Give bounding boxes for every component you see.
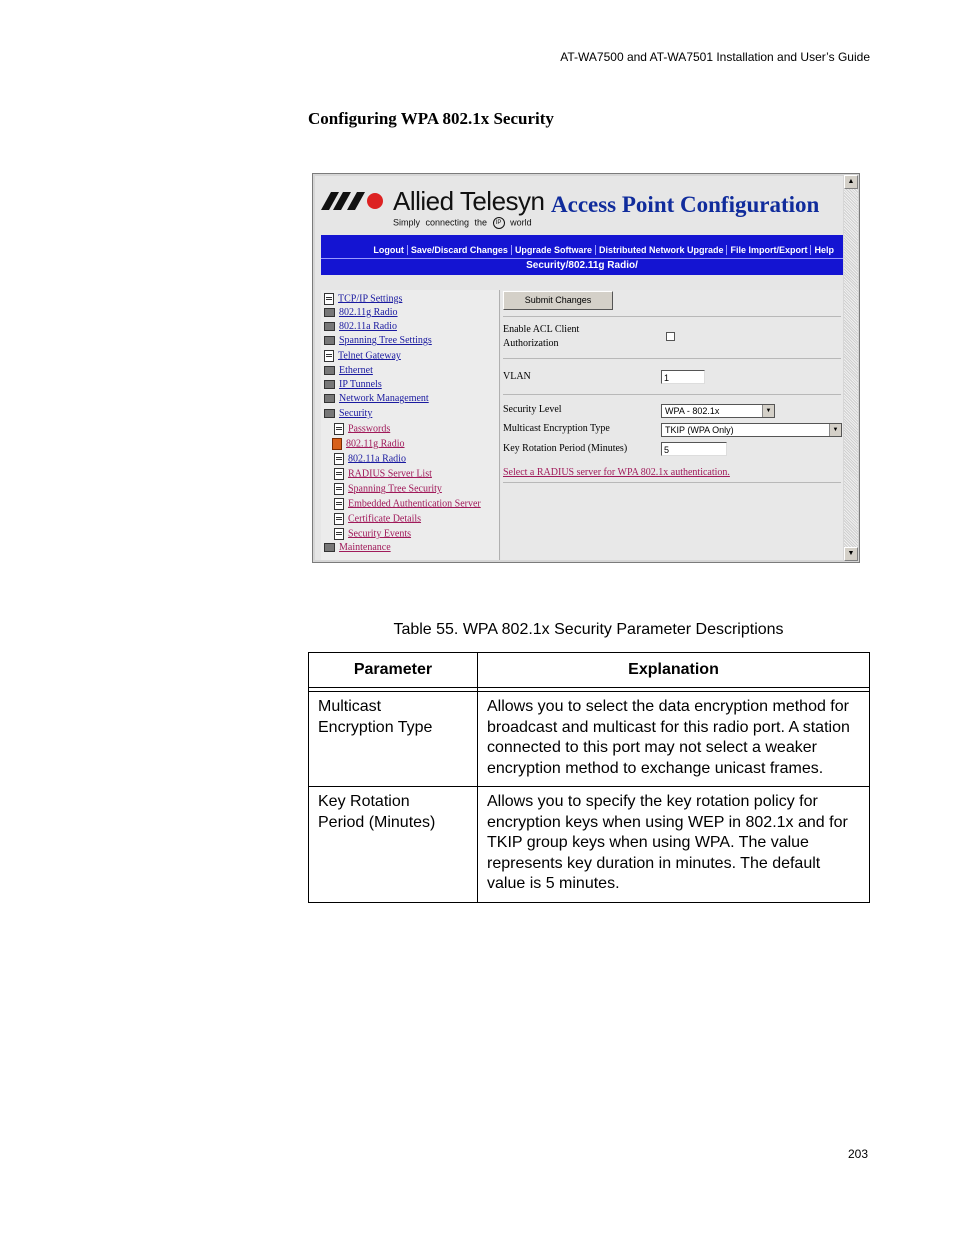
tree-item-80211g-radio[interactable]: [324, 307, 398, 321]
parameter-name: Multicast: [318, 698, 382, 715]
tree-item-network-management[interactable]: [324, 393, 429, 407]
allied-telesyn-logo-icon: [321, 190, 387, 212]
tree-item-tcpip-settings[interactable]: [324, 293, 402, 307]
tree-label: IP Tunnels: [339, 379, 382, 390]
document-icon: [334, 453, 344, 465]
table-caption: Table 55. WPA 802.1x Security Parameter Descriptions: [393, 621, 784, 638]
selected-document-icon: [332, 438, 342, 450]
document-icon: [334, 468, 344, 480]
acl-label: Enable ACL Client: [503, 324, 580, 335]
tree-item-security[interactable]: [324, 408, 372, 422]
tree-label: Security Events: [348, 528, 412, 540]
nav-divider: [321, 258, 843, 259]
tree-label: Telnet Gateway: [338, 350, 401, 362]
tree-item-radius-server-list[interactable]: [334, 468, 432, 482]
nav-links: [321, 245, 843, 255]
nav-logout[interactable]: Logout: [373, 245, 404, 255]
tree-label: 802.11g Radio: [339, 307, 398, 318]
tagline-left: Simply connecting the: [393, 217, 488, 228]
nav-distributed-upgrade[interactable]: Distributed Network Upgrade: [595, 245, 727, 255]
header-parameter: Parameter: [309, 653, 478, 688]
multicast-encryption-select[interactable]: [661, 423, 842, 437]
parameter-name: Encryption Type: [318, 718, 433, 736]
vlan-label: VLAN: [503, 371, 531, 382]
tree-item-ip-tunnels[interactable]: [324, 379, 382, 393]
open-folder-icon: [324, 409, 335, 418]
nav-help[interactable]: Help: [810, 245, 837, 255]
tree-item-security-80211a-radio[interactable]: [334, 453, 406, 467]
multicast-value: TKIP (WPA Only): [665, 425, 734, 435]
parameter-table: [308, 652, 870, 903]
tree-label: Network Management: [339, 393, 429, 404]
tree-label: 802.11g Radio: [346, 438, 405, 450]
tree-label: Maintenance: [339, 542, 391, 553]
running-head: AT-WA7500 and AT-WA7501 Installation and User’s Guide: [560, 50, 870, 64]
table-header-row: [309, 653, 870, 688]
tree-label: 802.11a Radio: [339, 321, 397, 332]
nav-upgrade-software[interactable]: Upgrade Software: [511, 245, 595, 255]
table-row: [309, 692, 870, 787]
document-icon: [334, 423, 344, 435]
top-nav-bar: [321, 235, 843, 275]
explanation-cell: Allows you to specify the key rotation policy for encryption keys when using WEP in 802.1x and for TKIP group keys when using WPA. The value represents key duration in minutes. The default value is 5 minutes.: [478, 787, 870, 903]
header-explanation: Explanation: [478, 653, 870, 688]
tree-item-spanning-tree-security[interactable]: [334, 483, 442, 497]
security-level-label: Security Level: [503, 404, 562, 415]
divider: [503, 316, 841, 317]
folder-icon: [324, 336, 335, 345]
tree-label: RADIUS Server List: [348, 468, 432, 480]
tree-label: Certificate Details: [348, 513, 422, 525]
app-title: Access Point Configuration: [551, 192, 820, 217]
tree-item-passwords[interactable]: [334, 423, 390, 437]
folder-icon: [324, 394, 335, 403]
tree-item-security-events[interactable]: [334, 528, 411, 542]
allied-telesyn-logo: [321, 184, 551, 232]
folder-icon: [324, 308, 335, 317]
parameter-name: Period (Minutes): [318, 813, 436, 831]
document-icon: [324, 350, 334, 362]
vertical-scrollbar[interactable]: [844, 175, 858, 561]
scroll-up-icon[interactable]: ▲: [844, 175, 858, 189]
divider: [503, 394, 841, 395]
chevron-down-icon[interactable]: ▼: [762, 405, 774, 417]
tree-label: 802.11a Radio: [348, 453, 406, 465]
page-number: 203: [847, 1147, 868, 1161]
settings-panel: [501, 290, 843, 560]
table-row: [309, 787, 870, 903]
document-icon: [334, 513, 344, 525]
breadcrumb: Security/802.11g Radio/: [526, 260, 638, 271]
tree-item-ethernet[interactable]: [324, 365, 373, 379]
acl-label-line2: Authorization: [503, 338, 559, 349]
document-icon: [334, 498, 344, 510]
tree-label: Embedded Authentication Server: [348, 498, 481, 510]
parameter-cell: [309, 787, 478, 903]
multicast-label: Multicast Encryption Type: [503, 423, 610, 434]
tree-label: Security: [339, 408, 373, 419]
divider: [503, 358, 841, 359]
security-level-select[interactable]: [661, 404, 775, 418]
security-level-value: WPA - 802.1x: [665, 406, 720, 416]
section-title: Configuring WPA 802.1x Security: [308, 109, 554, 128]
chevron-down-icon[interactable]: ▼: [829, 424, 841, 436]
key-rotation-label: Key Rotation Period (Minutes): [503, 443, 628, 454]
vlan-input[interactable]: 1: [661, 370, 705, 384]
browser-viewport: [315, 176, 843, 560]
nav-save-discard[interactable]: Save/Discard Changes: [407, 245, 511, 255]
folder-icon: [324, 543, 335, 552]
folder-icon: [324, 322, 335, 331]
scroll-down-icon[interactable]: ▼: [844, 547, 858, 561]
document-icon: [324, 293, 334, 305]
tree-item-embedded-auth-server[interactable]: [334, 498, 481, 512]
radius-server-link[interactable]: Select a RADIUS server for WPA 802.1x authentication.: [503, 467, 730, 478]
ip-circle-icon: IP: [493, 217, 505, 229]
tree-item-maintenance[interactable]: [324, 542, 391, 556]
nav-file-import-export[interactable]: File Import/Export: [726, 245, 810, 255]
config-screenshot: [312, 173, 860, 563]
divider: [503, 482, 841, 483]
tree-item-telnet-gateway[interactable]: [324, 350, 401, 364]
document-icon: [334, 528, 344, 540]
tree-item-80211a-radio[interactable]: [324, 321, 397, 335]
tree-item-certificate-details[interactable]: [334, 513, 421, 527]
tree-label: TCP/IP Settings: [338, 293, 403, 305]
logo-wordmark: Allied Telesyn: [393, 186, 545, 216]
submit-changes-button[interactable]: Submit Changes: [503, 291, 613, 310]
tree-label: Passwords: [348, 423, 391, 435]
logo-tagline: [393, 217, 532, 229]
tagline-right: world: [510, 217, 532, 228]
sidebar-tree: [321, 290, 500, 560]
folder-icon: [324, 380, 335, 389]
key-rotation-input[interactable]: 5: [661, 442, 727, 456]
document-icon: [334, 483, 344, 495]
acl-authorization-checkbox[interactable]: [666, 332, 675, 341]
tree-label: Spanning Tree Security: [348, 483, 442, 495]
tree-label: Spanning Tree Settings: [339, 335, 432, 346]
tree-label: Ethernet: [339, 365, 373, 376]
parameter-name: Key Rotation: [318, 793, 410, 810]
tree-item-security-80211g-radio[interactable]: [332, 438, 405, 452]
explanation-cell: Allows you to select the data encryption method for broadcast and multicast for this radio port. A station connected to this port may not select a weaker encryption method to exchange unicast frames.: [478, 692, 870, 787]
folder-icon: [324, 366, 335, 375]
parameter-cell: [309, 692, 478, 787]
tree-item-spanning-tree-settings[interactable]: [324, 335, 432, 349]
